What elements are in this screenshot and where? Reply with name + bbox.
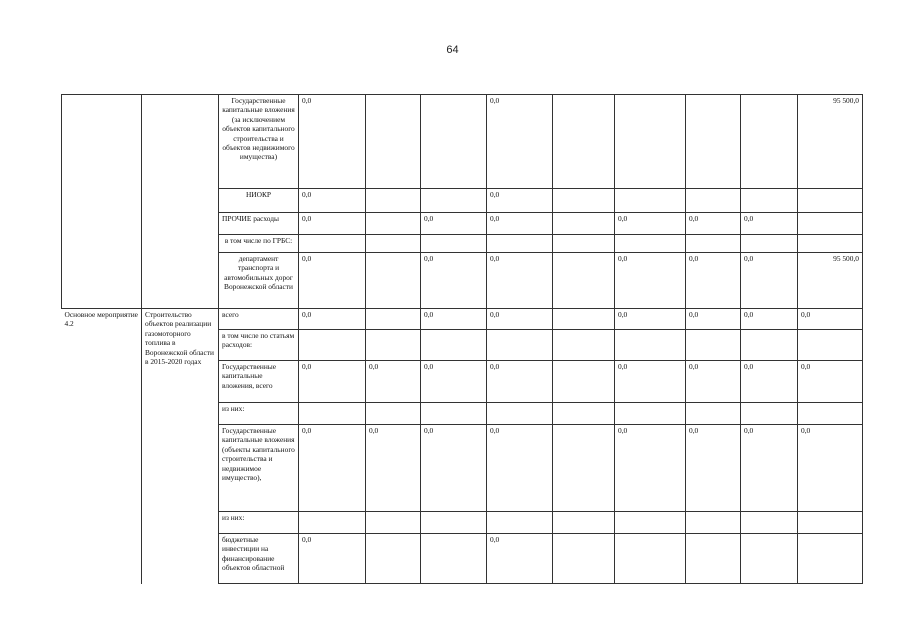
value-cell: 0,0 — [299, 309, 366, 330]
value-cell: 0,0 — [798, 361, 863, 403]
value-cell: 0,0 — [366, 361, 421, 403]
value-cell: 0,0 — [421, 425, 487, 512]
value-cell — [366, 309, 421, 330]
value-cell — [615, 512, 686, 534]
value-cell — [741, 330, 798, 361]
value-cell — [421, 95, 487, 189]
value-cell — [487, 235, 553, 253]
expense-label-cell: бюджетные инвестиции на финансирование объектов областной — [219, 534, 299, 584]
value-cell: 0,0 — [299, 213, 366, 235]
value-cell — [366, 189, 421, 213]
value-cell: 0,0 — [741, 309, 798, 330]
value-cell: 0,0 — [487, 253, 553, 309]
value-cell: 0,0 — [299, 425, 366, 512]
value-cell: 0,0 — [487, 95, 553, 189]
value-cell — [741, 235, 798, 253]
value-cell — [686, 534, 741, 584]
value-cell — [487, 403, 553, 425]
value-cell — [553, 512, 615, 534]
value-cell — [741, 512, 798, 534]
value-cell — [366, 253, 421, 309]
value-cell: 0,0 — [299, 361, 366, 403]
page-number: 64 — [446, 44, 459, 56]
value-cell — [487, 512, 553, 534]
value-cell: 0,0 — [299, 253, 366, 309]
value-cell — [615, 189, 686, 213]
value-cell — [686, 235, 741, 253]
value-cell: 0,0 — [615, 253, 686, 309]
value-cell: 0,0 — [487, 534, 553, 584]
value-cell — [421, 512, 487, 534]
expense-label-cell: НИОКР — [219, 189, 299, 213]
value-cell: 0,0 — [366, 425, 421, 512]
value-cell — [686, 95, 741, 189]
expense-label-cell: в том числе по ГРБС: — [219, 235, 299, 253]
budget-table-body — [62, 95, 863, 584]
value-cell: 0,0 — [686, 213, 741, 235]
value-cell — [421, 534, 487, 584]
value-cell: 0,0 — [299, 189, 366, 213]
value-cell: 0,0 — [421, 253, 487, 309]
value-cell — [615, 235, 686, 253]
continuation-name-cell — [142, 95, 219, 309]
value-cell — [798, 403, 863, 425]
value-cell: 0,0 — [421, 309, 487, 330]
value-cell — [553, 403, 615, 425]
value-cell — [553, 534, 615, 584]
value-cell: 0,0 — [798, 309, 863, 330]
value-cell: 0,0 — [487, 213, 553, 235]
value-cell — [553, 330, 615, 361]
value-cell — [553, 189, 615, 213]
value-cell — [798, 189, 863, 213]
value-cell — [798, 534, 863, 584]
value-cell — [615, 534, 686, 584]
value-cell — [686, 330, 741, 361]
table-row — [62, 95, 863, 189]
value-cell — [299, 512, 366, 534]
value-cell — [553, 235, 615, 253]
continuation-code-cell — [62, 95, 142, 309]
value-cell: 0,0 — [487, 309, 553, 330]
expense-label-cell: департамент транспорта и автомобильных дорог Воронежской области — [219, 253, 299, 309]
value-cell — [366, 534, 421, 584]
value-cell — [741, 189, 798, 213]
value-cell — [553, 309, 615, 330]
event-code-cell: Основное мероприятие 4.2 — [62, 309, 142, 584]
value-cell: 0,0 — [615, 213, 686, 235]
value-cell — [615, 95, 686, 189]
expense-label-cell: в том числе по статьям расходов: — [219, 330, 299, 361]
value-cell — [366, 213, 421, 235]
value-cell: 0,0 — [615, 425, 686, 512]
value-cell — [366, 330, 421, 361]
value-cell: 0,0 — [686, 425, 741, 512]
value-cell — [553, 213, 615, 235]
value-cell — [299, 235, 366, 253]
value-cell — [741, 95, 798, 189]
value-cell: 0,0 — [686, 309, 741, 330]
value-cell: 0,0 — [615, 361, 686, 403]
value-cell — [686, 189, 741, 213]
value-cell — [421, 330, 487, 361]
value-cell — [553, 361, 615, 403]
value-cell — [798, 213, 863, 235]
value-cell: 0,0 — [299, 95, 366, 189]
value-cell: 0,0 — [741, 361, 798, 403]
value-cell: 95 500,0 — [798, 95, 863, 189]
value-cell: 0,0 — [487, 361, 553, 403]
value-cell — [741, 534, 798, 584]
expense-label-cell: ПРОЧИЕ расходы — [219, 213, 299, 235]
value-cell — [798, 235, 863, 253]
value-cell — [487, 330, 553, 361]
expense-label-cell: из них: — [219, 512, 299, 534]
value-cell: 0,0 — [487, 425, 553, 512]
value-cell: 0,0 — [421, 361, 487, 403]
value-cell — [686, 512, 741, 534]
value-cell: 0,0 — [421, 213, 487, 235]
value-cell: 0,0 — [798, 425, 863, 512]
value-cell — [366, 235, 421, 253]
value-cell — [421, 403, 487, 425]
value-cell: 0,0 — [615, 309, 686, 330]
value-cell — [366, 403, 421, 425]
value-cell — [366, 512, 421, 534]
value-cell: 0,0 — [686, 361, 741, 403]
value-cell — [686, 403, 741, 425]
value-cell — [366, 95, 421, 189]
budget-table — [61, 94, 863, 584]
value-cell: 0,0 — [741, 253, 798, 309]
value-cell — [798, 330, 863, 361]
value-cell — [615, 330, 686, 361]
value-cell — [553, 95, 615, 189]
value-cell — [553, 425, 615, 512]
value-cell — [299, 330, 366, 361]
value-cell — [741, 403, 798, 425]
value-cell: 0,0 — [686, 253, 741, 309]
expense-label-cell: Государственные капитальные вложения, всего — [219, 361, 299, 403]
value-cell: 0,0 — [741, 213, 798, 235]
value-cell — [421, 189, 487, 213]
table-row — [62, 309, 863, 330]
event-name-cell: Строительство объектов реализации газомоторного топлива в Воронежской области в 2015-2020 годах — [142, 309, 219, 584]
value-cell — [299, 403, 366, 425]
value-cell: 0,0 — [299, 534, 366, 584]
expense-label-cell: Государственные капитальные вложения (за исключением объектов капитального строительства и объектов недвижимого имущества) — [219, 95, 299, 189]
value-cell — [798, 512, 863, 534]
value-cell: 0,0 — [487, 189, 553, 213]
expense-label-cell: Государственные капитальные вложения (объекты капитального строительства и недвижимое имущество), — [219, 425, 299, 512]
expense-label-cell: из них: — [219, 403, 299, 425]
value-cell: 0,0 — [741, 425, 798, 512]
expense-label-cell: всего — [219, 309, 299, 330]
value-cell — [615, 403, 686, 425]
value-cell: 95 500,0 — [798, 253, 863, 309]
value-cell — [553, 253, 615, 309]
value-cell — [421, 235, 487, 253]
